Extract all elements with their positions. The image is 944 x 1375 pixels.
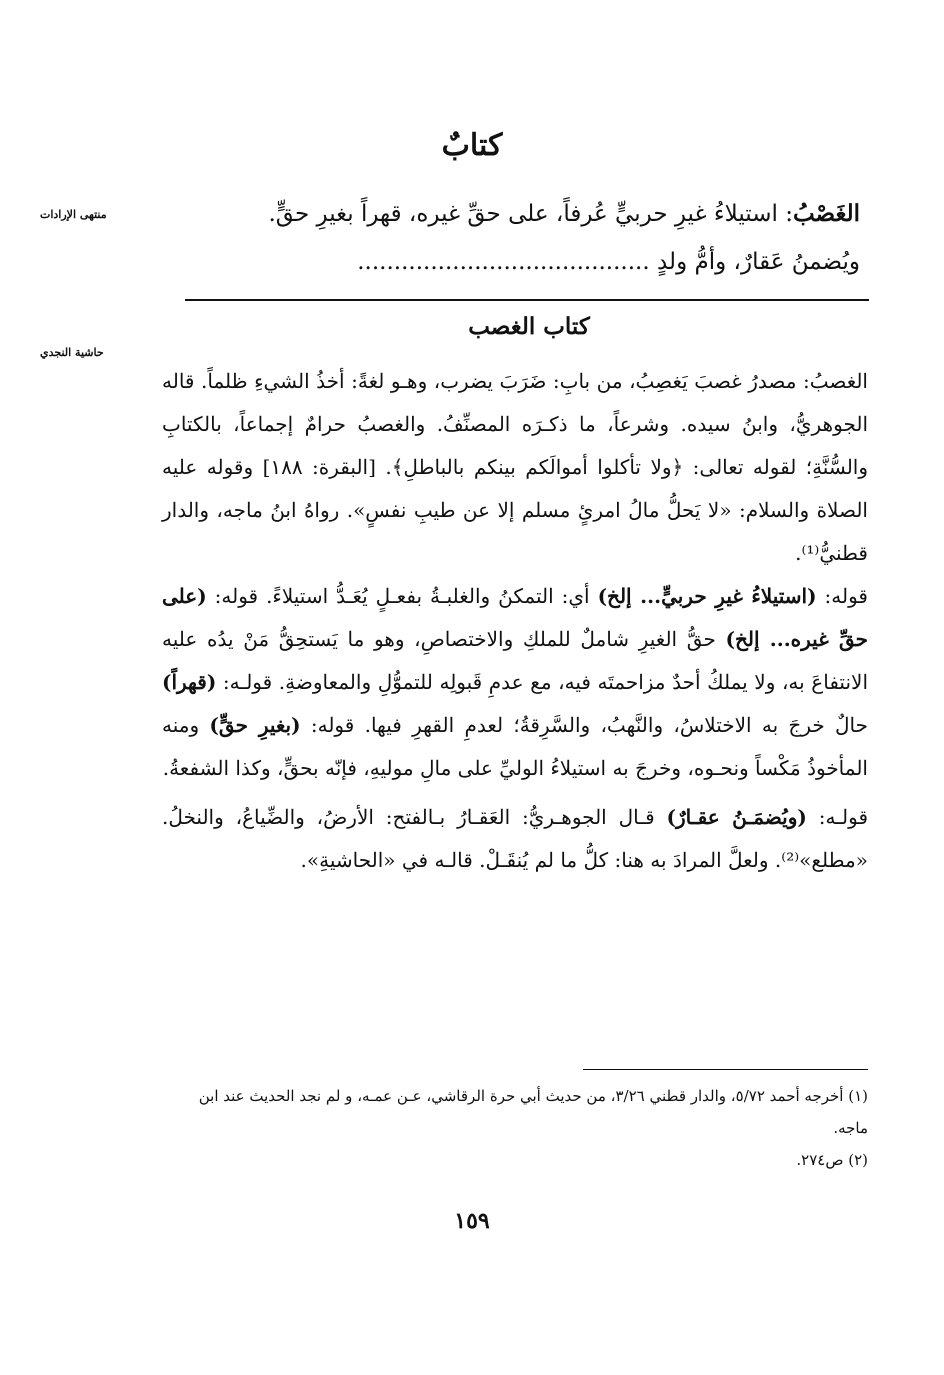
p2-end: ومنه المأخوذُ مَكْساً ونحـوه، وخرجَ به استيلاءُ الوليِّ على مالِ موليهِ، فإنّه بحقٍّ، وكذا الشفعةُ. (162, 713, 868, 780)
footnotes (162, 1080, 868, 1176)
p2-quote-4: (بغيرِ حقٍّ) (209, 713, 301, 737)
commentary-paragraph-2 (162, 575, 868, 790)
p2-prefix: قوله: (816, 584, 868, 608)
p3-rest: قـال الجوهـريُّ: العَقـارُ بـالفتح: الأرضُ، والضِّياعُ، والنخلُ. «مطلع»⁽²⁾. ولعلَّ المرادَ به هنا: كلُّ ما لم يُنقَـلْ. قالـه في «الحاشيةِ». (162, 805, 868, 872)
p3-quote: (ويُضمَـنُ عقـارٌ) (666, 805, 807, 829)
book-title: كتابٌ (441, 128, 503, 163)
p2-quote-2: (على حقِّ غيره... إلخ) (162, 584, 868, 651)
margin-label-matn-source: منتهى الإرادات (40, 208, 107, 221)
footnote-2: (٢) ص٢٧٤. (796, 1151, 868, 1169)
commentary-paragraph-1: الغصبُ: مصدرُ غصبَ يَغصِبُ، من بابِ: ضَرَبَ يضرب، وهـو لغةً: أخذُ الشيءِ ظلماً. قاله الجوهريُّ، وابنُ سيده. وشرعاً، ما ذكـرَه المصنِّفُ. والغصبُ حرامٌ إجماعاً، بالكتابِ والسُّنَّةِ؛ لقوله تعالى: ﴿ولا تأكلوا أموالَكم بينكم بالباطلِ﴾. [البقرة: ١٨٨] وقوله عليه الصلاة والسلام: «لا يَحلُّ مالُ امرئٍ مسلم إلا عن طيبِ نفسٍ». رواهُ ابنُ ماجه، والدار قطنيُّ⁽¹⁾. (162, 369, 868, 565)
matn-term: الغَصْبُ (792, 200, 860, 227)
commentary-body (162, 360, 868, 882)
p2-mid-1: أي: التمكنُ والغلبـةُ بفعـلٍ يُعَـدُّ استيلاءً. قوله: (206, 584, 598, 608)
p3-prefix: قولـه: (806, 805, 869, 829)
matn-divider (185, 299, 869, 301)
p2-quote-3: (قهراً) (162, 670, 217, 694)
p2-mid-2: حقُّ الغيرِ شاملٌ للملكِ والاختصاصِ، وهو ما يَستحِقُّ مَنْ يدُه عليه الانتفاعَ به، ولا يملكُ أحدٌ مزاحمتَه فيه، مع عدمِ قَبولِه للتموُّلِ والمعاوضةِ. قولـه: (162, 627, 868, 694)
page-number: ١٥٩ (454, 1208, 490, 1234)
matn-line-2: ويُضمنُ عَقارٌ، وأمُّ ولدٍ ........................................ (357, 249, 860, 275)
matn-line-1 (185, 190, 860, 238)
matn-definition: : استيلاءُ غيرِ حربيٍّ عُرفاً، على حقِّ غيره، قهراً بغيرِ حقٍّ. (268, 201, 793, 227)
p2-mid-3: حالٌ خرجَ به الاختلاسُ، والنَّهبُ، والسَّرِقةُ؛ لعدمِ القهرِ فيها. قوله: (300, 713, 868, 737)
margin-label-commentary-source: حاشية النجدي (40, 346, 104, 359)
p2-quote-1: (استيلاءُ غيرِ حربيٍّ... إلخ) (597, 584, 817, 608)
footnote-1: (١) أخرجه أحمد ٥/٧٢، والدار قطني ٣/٢٦، من حديث أبي حرة الرقاشي، عـن عمـه، و لم نجد الحديث عند ابن ماجه. (198, 1087, 868, 1137)
commentary-paragraph-3 (162, 796, 868, 882)
commentary-title: كتاب الغصب (468, 313, 590, 340)
footnote-divider (583, 1069, 868, 1070)
matn-text (185, 190, 860, 286)
